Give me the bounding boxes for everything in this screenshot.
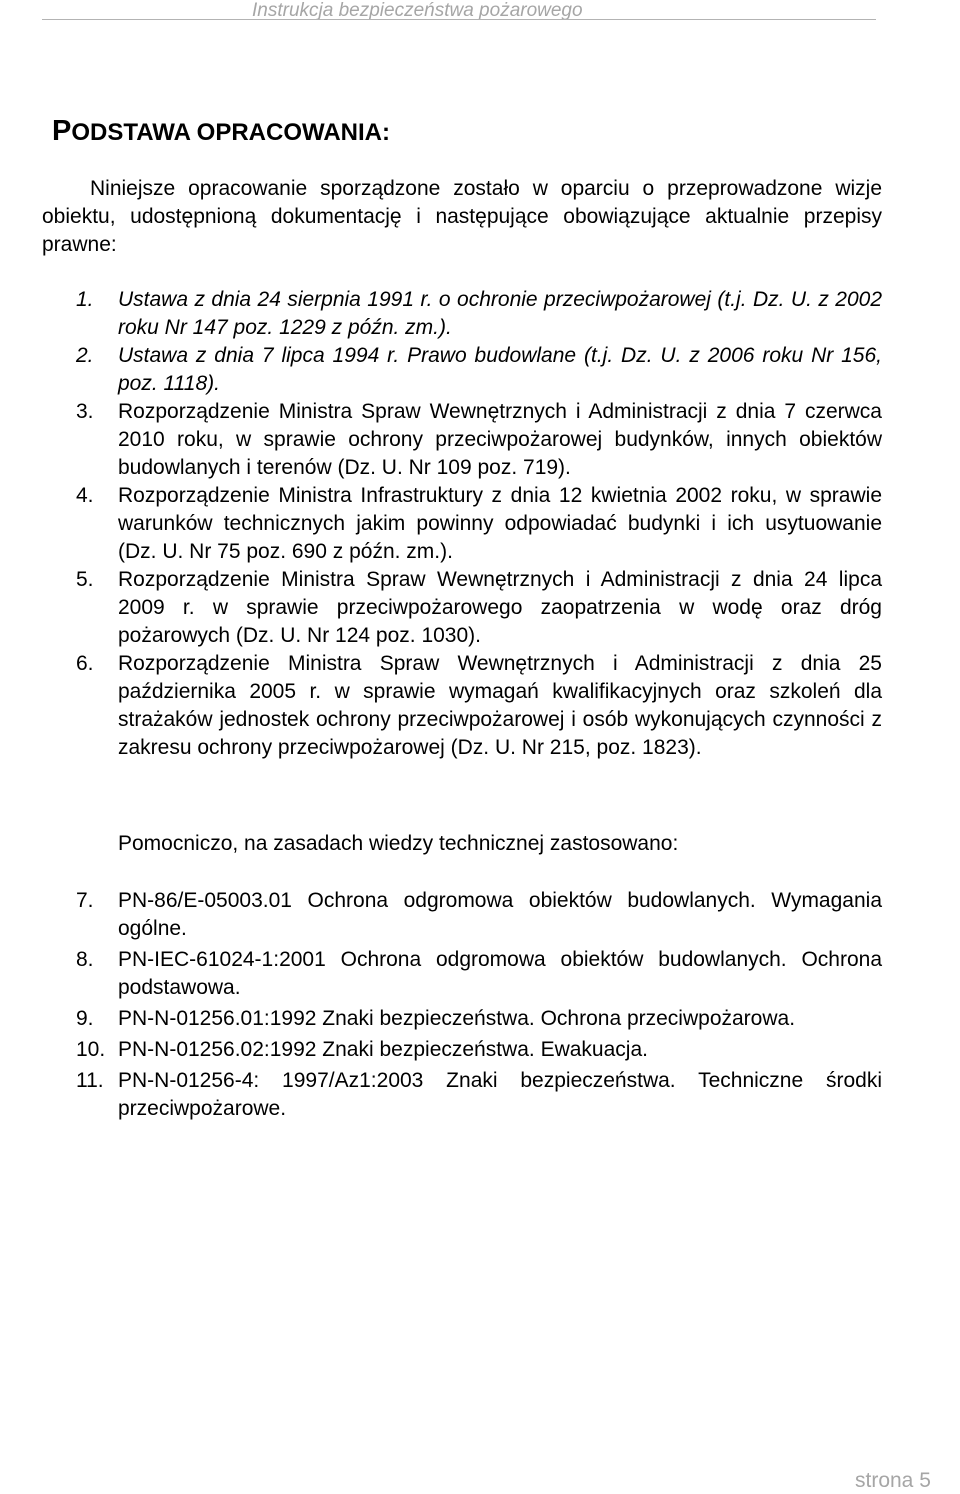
intro-paragraph: Niniejsze opracowanie sporządzone zostało w oparciu o przeprowadzone wizje obiektu, udostępnioną dokumentację i następujące obowiązujące aktualnie przepisy prawne:: [42, 177, 882, 256]
list-item-number: 4.: [76, 484, 94, 507]
header-divider: [42, 19, 876, 20]
list-item: [0, 398, 960, 482]
list-item: [0, 566, 960, 650]
list-item-number: 8.: [76, 948, 94, 971]
list-item-text: PN-86/E-05003.01 Ochrona odgromowa obiektów budowlanych. Wymagania ogólne.: [118, 889, 882, 940]
list-item-number: 5.: [76, 568, 94, 591]
list-item: [0, 1067, 960, 1123]
list-item: [0, 946, 960, 1002]
page-number: strona 5: [855, 1469, 931, 1492]
list-item-number: 7.: [76, 889, 94, 912]
heading-initial: P: [52, 115, 72, 147]
list-item: [0, 1005, 960, 1033]
list-item: [0, 887, 960, 943]
list-item-text: Rozporządzenie Ministra Infrastruktury z dnia 12 kwietnia 2002 roku, w sprawie warunków technicznych jakim powinny odpowiadać budynki i ich usytuowanie (Dz. U. Nr 75 poz. 690 z późn. zm.).: [118, 484, 882, 563]
list-item-text: Ustawa z dnia 24 sierpnia 1991 r. o ochronie przeciwpożarowej (t.j. Dz. U. z 2002 roku Nr 147 poz. 1229 z późn. zm.).: [118, 288, 882, 339]
list-item: [0, 650, 960, 762]
list-item: [0, 482, 960, 566]
list-item-text: PN-IEC-61024-1:2001 Ochrona odgromowa obiektów budowlanych. Ochrona podstawowa.: [118, 948, 882, 999]
list-item-number: 2.: [76, 344, 94, 367]
list-item-number: 9.: [76, 1007, 94, 1030]
section-heading: [52, 116, 390, 148]
heading-rest: ODSTAWA OPRACOWANIA:: [71, 119, 390, 146]
list-item-text: Rozporządzenie Ministra Spraw Wewnętrznych i Administracji z dnia 7 czerwca 2010 roku, w sprawie ochrony przeciwpożarowej budynków, innych obiektów budowlanych i terenów (Dz. U. Nr 109 poz. 719).: [118, 400, 882, 479]
running-header: Instrukcja bezpieczeństwa pożarowego: [252, 0, 583, 21]
list-item-text: PN-N-01256.02:1992 Znaki bezpieczeństwa. Ewakuacja.: [118, 1038, 648, 1061]
list-item: [0, 286, 960, 342]
list-item-text: Ustawa z dnia 7 lipca 1994 r. Prawo budowlane (t.j. Dz. U. z 2006 roku Nr 156, poz. 1118).: [118, 344, 882, 395]
regulations-list: [0, 286, 960, 762]
list-item-number: 11.: [76, 1069, 104, 1092]
standards-list: [0, 887, 960, 1126]
auxiliary-intro: Pomocniczo, na zasadach wiedzy technicznej zastosowano:: [118, 832, 679, 855]
list-item-text: PN-N-01256.01:1992 Znaki bezpieczeństwa. Ochrona przeciwpożarowa.: [118, 1007, 796, 1030]
list-item-number: 10.: [76, 1038, 106, 1061]
list-item-number: 3.: [76, 400, 94, 423]
list-item-text: Rozporządzenie Ministra Spraw Wewnętrznych i Administracji z dnia 24 lipca 2009 r. w sprawie przeciwpożarowego zaopatrzenia w wodę oraz dróg pożarowych (Dz. U. Nr 124 poz. 1030).: [118, 568, 882, 647]
list-item-number: 1.: [76, 288, 94, 311]
list-item: [0, 1036, 960, 1064]
list-item-text: PN-N-01256-4: 1997/Az1:2003 Znaki bezpieczeństwa. Techniczne środki przeciwpożarowe.: [118, 1069, 882, 1120]
list-item-number: 6.: [76, 652, 94, 675]
list-item-text: Rozporządzenie Ministra Spraw Wewnętrznych i Administracji z dnia 25 października 2005 r. w sprawie wymagań kwalifikacyjnych oraz szkoleń dla strażaków jednostek ochrony przeciwpożarowej i osób wykonujących czynności z zakresu ochrony przeciwpożarowej (Dz. U. Nr 215, poz. 1823).: [118, 652, 882, 759]
list-item: [0, 342, 960, 398]
